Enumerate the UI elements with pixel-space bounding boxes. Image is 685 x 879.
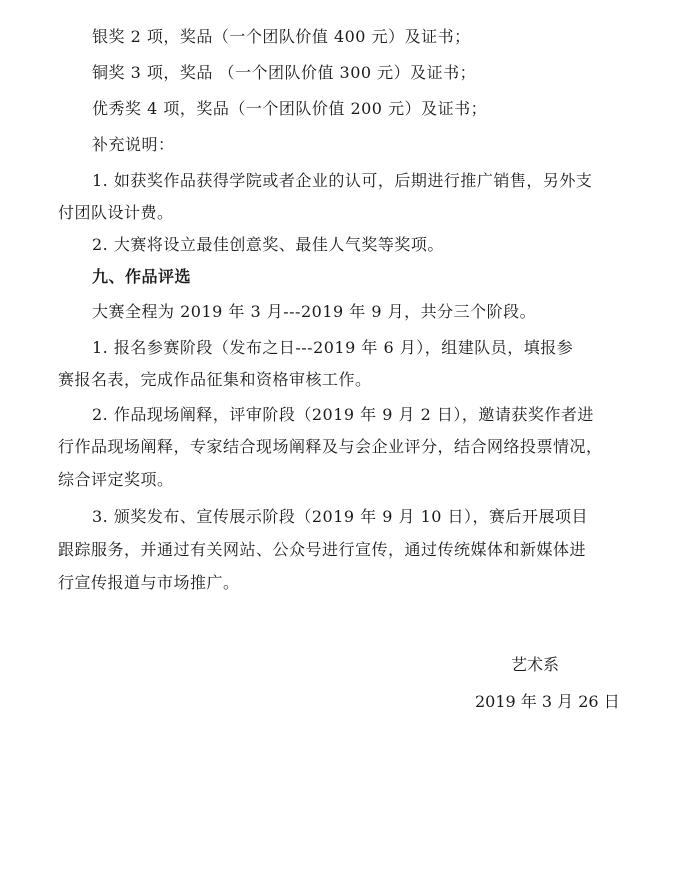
award-excellent: 优秀奖 4 项，奖品（一个团队价值 200 元）及证书； [92,99,488,118]
supplement-title: 补充说明： [92,135,175,154]
stage-1-line-2: 赛报名表，完成作品征集和资格审核工作。 [58,370,372,389]
supplement-item-2: 2. 大赛将设立最佳创意奖、最佳人气奖等奖项。 [92,235,444,254]
stage-2-line-2: 行作品现场阐释，专家结合现场阐释及与会企业评分，结合网络投票情况， [58,437,603,456]
award-bronze: 铜奖 3 项，奖品 （一个团队价值 300 元）及证书； [92,63,477,82]
signature-department: 艺术系 [511,655,560,674]
stage-3-line-2: 跟踪服务，并通过有关网站、公众号进行宣传，通过传统媒体和新媒体进 [58,540,587,559]
award-silver: 银奖 2 项，奖品（一个团队价值 400 元）及证书； [92,27,471,46]
stage-2-line-3: 综合评定奖项。 [58,470,174,489]
stage-3-line-1: 3. 颁奖发布、宣传展示阶段（2019 年 9 月 10 日），赛后开展项目 [92,507,589,526]
stage-3-line-3: 行宣传报道与市场推广。 [58,573,240,592]
signature-date: 2019 年 3 月 26 日 [475,692,620,711]
supplement-item-1-line-1: 1. 如获奖作品获得学院或者企业的认可，后期进行推广销售，另外支 [92,171,593,190]
supplement-item-1-line-2: 付团队设计费。 [58,203,174,222]
section-intro: 大赛全程为 2019 年 3 月---2019 年 9 月，共分三个阶段。 [92,302,537,321]
stage-1-line-1: 1. 报名参赛阶段（发布之日---2019 年 6 月），组建队员，填报参 [92,338,574,357]
stage-2-line-1: 2. 作品现场阐释，评审阶段（2019 年 9 月 2 日），邀请获奖作者进 [92,405,594,424]
section-heading: 九、作品评选 [92,267,192,286]
